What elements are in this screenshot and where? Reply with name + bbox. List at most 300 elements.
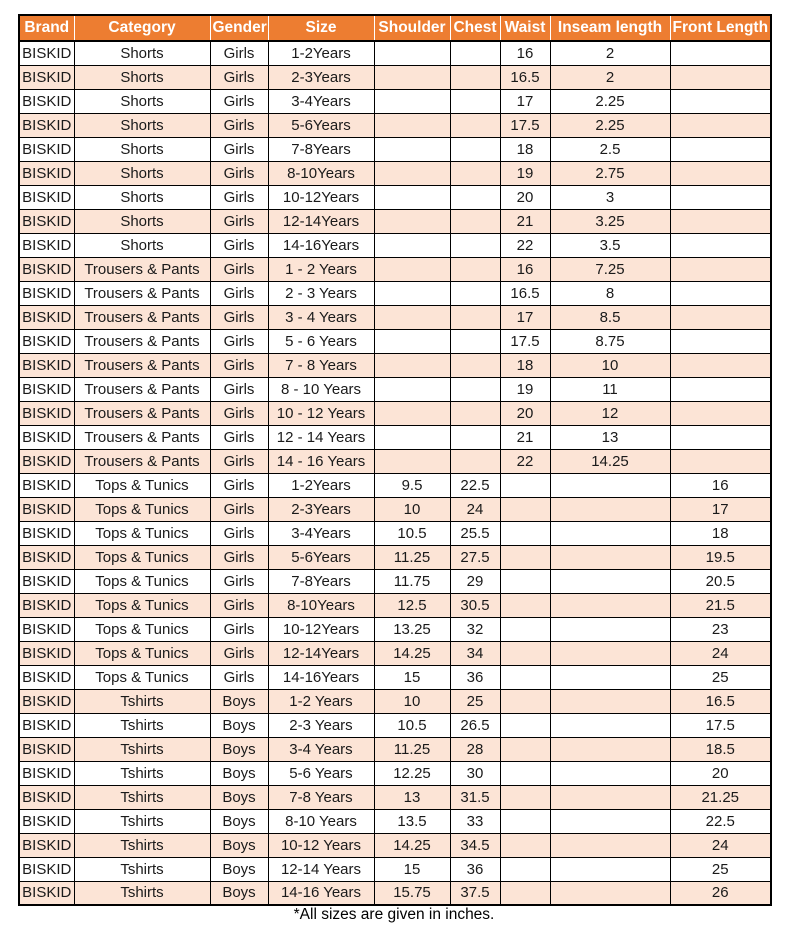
cell-front-length [670,41,771,65]
cell-inseam-length [550,641,670,665]
cell-chest [450,329,500,353]
cell-brand: BISKID [19,137,74,161]
table-row [19,857,771,881]
cell-chest [450,425,500,449]
cell-front-length [670,305,771,329]
cell-brand: BISKID [19,209,74,233]
cell-chest: 28 [450,737,500,761]
cell-shoulder: 10 [374,497,450,521]
cell-brand: BISKID [19,449,74,473]
cell-size: 12-14 Years [268,857,374,881]
size-chart-table [18,14,772,906]
cell-brand: BISKID [19,425,74,449]
table-row [19,569,771,593]
cell-shoulder [374,449,450,473]
cell-chest: 25 [450,689,500,713]
cell-size: 2 - 3 Years [268,281,374,305]
cell-category: Tshirts [74,833,210,857]
cell-category: Tshirts [74,857,210,881]
cell-chest: 30.5 [450,593,500,617]
cell-size: 10-12Years [268,617,374,641]
column-header-chest: Chest [450,15,500,41]
table-row [19,833,771,857]
table-row [19,737,771,761]
cell-gender: Boys [210,881,268,905]
cell-chest [450,449,500,473]
cell-front-length: 23 [670,617,771,641]
cell-inseam-length: 7.25 [550,257,670,281]
cell-chest: 24 [450,497,500,521]
cell-chest: 25.5 [450,521,500,545]
cell-inseam-length [550,497,670,521]
cell-waist [500,809,550,833]
cell-front-length: 19.5 [670,545,771,569]
cell-shoulder [374,185,450,209]
cell-brand: BISKID [19,161,74,185]
cell-front-length: 21.25 [670,785,771,809]
cell-waist: 18 [500,353,550,377]
table-row [19,209,771,233]
cell-brand: BISKID [19,353,74,377]
cell-front-length [670,209,771,233]
cell-shoulder: 13 [374,785,450,809]
cell-shoulder [374,329,450,353]
table-row [19,185,771,209]
cell-chest [450,377,500,401]
cell-front-length: 16 [670,473,771,497]
cell-brand: BISKID [19,545,74,569]
cell-size: 7 - 8 Years [268,353,374,377]
cell-shoulder [374,425,450,449]
cell-front-length [670,377,771,401]
cell-chest [450,257,500,281]
cell-size: 7-8Years [268,569,374,593]
cell-front-length: 25 [670,665,771,689]
cell-size: 14 - 16 Years [268,449,374,473]
cell-inseam-length [550,521,670,545]
table-row [19,401,771,425]
cell-front-length: 24 [670,833,771,857]
cell-brand: BISKID [19,641,74,665]
cell-category: Tops & Tunics [74,617,210,641]
table-row [19,593,771,617]
cell-shoulder: 15.75 [374,881,450,905]
cell-brand: BISKID [19,809,74,833]
cell-gender: Girls [210,521,268,545]
cell-category: Tops & Tunics [74,521,210,545]
cell-gender: Girls [210,593,268,617]
cell-inseam-length [550,569,670,593]
cell-gender: Girls [210,41,268,65]
cell-gender: Girls [210,425,268,449]
cell-inseam-length [550,473,670,497]
cell-inseam-length: 2.5 [550,137,670,161]
table-row [19,473,771,497]
cell-brand: BISKID [19,41,74,65]
cell-brand: BISKID [19,329,74,353]
cell-category: Tops & Tunics [74,497,210,521]
cell-waist: 20 [500,401,550,425]
cell-waist [500,737,550,761]
cell-category: Tshirts [74,761,210,785]
cell-category: Trousers & Pants [74,401,210,425]
cell-chest [450,185,500,209]
cell-category: Shorts [74,89,210,113]
cell-waist: 16 [500,41,550,65]
cell-front-length: 17 [670,497,771,521]
cell-category: Shorts [74,65,210,89]
cell-category: Shorts [74,161,210,185]
cell-front-length: 25 [670,857,771,881]
table-row [19,65,771,89]
cell-brand: BISKID [19,89,74,113]
table-row [19,665,771,689]
cell-chest: 32 [450,617,500,641]
cell-shoulder: 12.5 [374,593,450,617]
cell-gender: Girls [210,449,268,473]
cell-waist: 21 [500,209,550,233]
cell-front-length: 16.5 [670,689,771,713]
cell-chest [450,281,500,305]
cell-brand: BISKID [19,377,74,401]
cell-size: 5-6Years [268,113,374,137]
cell-inseam-length [550,809,670,833]
cell-gender: Boys [210,785,268,809]
cell-size: 7-8Years [268,137,374,161]
table-row [19,257,771,281]
cell-waist: 16 [500,257,550,281]
cell-brand: BISKID [19,713,74,737]
cell-shoulder: 11.75 [374,569,450,593]
cell-front-length: 21.5 [670,593,771,617]
cell-brand: BISKID [19,401,74,425]
cell-gender: Girls [210,569,268,593]
cell-chest [450,353,500,377]
cell-size: 3-4 Years [268,737,374,761]
cell-size: 5-6Years [268,545,374,569]
cell-shoulder: 11.25 [374,737,450,761]
cell-chest [450,209,500,233]
cell-size: 1-2Years [268,473,374,497]
table-row [19,305,771,329]
cell-category: Trousers & Pants [74,257,210,281]
cell-size: 5 - 6 Years [268,329,374,353]
table-row [19,809,771,833]
cell-gender: Girls [210,137,268,161]
cell-waist: 19 [500,161,550,185]
cell-category: Trousers & Pants [74,353,210,377]
column-header-gender: Gender [210,15,268,41]
cell-brand: BISKID [19,473,74,497]
cell-category: Trousers & Pants [74,329,210,353]
cell-category: Trousers & Pants [74,377,210,401]
table-row [19,497,771,521]
cell-size: 3 - 4 Years [268,305,374,329]
cell-shoulder [374,113,450,137]
cell-size: 2-3Years [268,65,374,89]
cell-gender: Girls [210,185,268,209]
table-row [19,449,771,473]
cell-brand: BISKID [19,65,74,89]
cell-waist [500,785,550,809]
cell-front-length [670,161,771,185]
cell-front-length [670,401,771,425]
cell-waist: 18 [500,137,550,161]
table-row [19,281,771,305]
cell-chest [450,137,500,161]
cell-inseam-length: 3 [550,185,670,209]
cell-size: 5-6 Years [268,761,374,785]
cell-category: Shorts [74,233,210,257]
cell-inseam-length: 2 [550,41,670,65]
table-row [19,521,771,545]
cell-gender: Girls [210,545,268,569]
cell-brand: BISKID [19,689,74,713]
cell-waist: 20 [500,185,550,209]
cell-size: 3-4Years [268,521,374,545]
cell-inseam-length: 14.25 [550,449,670,473]
cell-front-length [670,329,771,353]
cell-category: Trousers & Pants [74,425,210,449]
column-header-category: Category [74,15,210,41]
cell-gender: Boys [210,833,268,857]
cell-brand: BISKID [19,833,74,857]
cell-brand: BISKID [19,785,74,809]
cell-inseam-length: 2.75 [550,161,670,185]
cell-size: 8-10Years [268,161,374,185]
cell-shoulder [374,137,450,161]
cell-shoulder [374,257,450,281]
cell-size: 1-2Years [268,41,374,65]
cell-chest: 30 [450,761,500,785]
cell-brand: BISKID [19,185,74,209]
cell-inseam-length: 12 [550,401,670,425]
cell-category: Shorts [74,137,210,161]
cell-brand: BISKID [19,881,74,905]
cell-waist [500,521,550,545]
cell-size: 7-8 Years [268,785,374,809]
cell-shoulder [374,161,450,185]
cell-waist [500,833,550,857]
cell-gender: Girls [210,641,268,665]
cell-chest [450,41,500,65]
cell-inseam-length [550,593,670,617]
cell-shoulder: 14.25 [374,641,450,665]
cell-waist [500,593,550,617]
cell-category: Tshirts [74,713,210,737]
cell-size: 12-14Years [268,641,374,665]
cell-waist [500,713,550,737]
cell-inseam-length [550,785,670,809]
cell-inseam-length: 2 [550,65,670,89]
column-header-inseam-length: Inseam length [550,15,670,41]
cell-inseam-length: 11 [550,377,670,401]
table-row [19,545,771,569]
cell-chest [450,401,500,425]
cell-brand: BISKID [19,113,74,137]
table-row [19,113,771,137]
cell-size: 1 - 2 Years [268,257,374,281]
cell-brand: BISKID [19,281,74,305]
cell-front-length [670,65,771,89]
cell-brand: BISKID [19,497,74,521]
cell-inseam-length: 8.5 [550,305,670,329]
cell-size: 2-3 Years [268,713,374,737]
cell-gender: Girls [210,281,268,305]
cell-shoulder [374,281,450,305]
table-row [19,761,771,785]
cell-waist: 16.5 [500,281,550,305]
cell-gender: Girls [210,377,268,401]
cell-category: Shorts [74,185,210,209]
cell-waist [500,617,550,641]
cell-inseam-length [550,833,670,857]
cell-size: 3-4Years [268,89,374,113]
table-row [19,329,771,353]
cell-size: 2-3Years [268,497,374,521]
table-row [19,161,771,185]
cell-category: Shorts [74,209,210,233]
cell-waist: 17 [500,89,550,113]
cell-chest: 33 [450,809,500,833]
cell-waist [500,665,550,689]
cell-gender: Girls [210,665,268,689]
cell-inseam-length: 8.75 [550,329,670,353]
cell-category: Trousers & Pants [74,281,210,305]
cell-size: 8 - 10 Years [268,377,374,401]
cell-category: Shorts [74,113,210,137]
cell-shoulder: 13.5 [374,809,450,833]
cell-waist [500,569,550,593]
cell-front-length [670,425,771,449]
cell-inseam-length: 3.5 [550,233,670,257]
cell-gender: Girls [210,161,268,185]
table-row [19,713,771,737]
cell-chest [450,89,500,113]
table-row [19,41,771,65]
cell-chest [450,233,500,257]
cell-brand: BISKID [19,305,74,329]
cell-size: 10 - 12 Years [268,401,374,425]
table-header-row [19,15,771,41]
table-row [19,425,771,449]
table-body [19,41,771,905]
cell-gender: Girls [210,257,268,281]
cell-inseam-length [550,689,670,713]
cell-front-length: 17.5 [670,713,771,737]
cell-gender: Boys [210,713,268,737]
table-row [19,353,771,377]
cell-gender: Girls [210,233,268,257]
cell-shoulder: 14.25 [374,833,450,857]
cell-waist [500,761,550,785]
cell-inseam-length [550,617,670,641]
cell-waist [500,857,550,881]
size-chart-container [18,14,770,906]
cell-shoulder: 12.25 [374,761,450,785]
cell-front-length [670,89,771,113]
cell-shoulder: 9.5 [374,473,450,497]
cell-size: 10-12 Years [268,833,374,857]
cell-front-length [670,257,771,281]
cell-brand: BISKID [19,233,74,257]
cell-inseam-length [550,713,670,737]
cell-brand: BISKID [19,761,74,785]
cell-category: Tshirts [74,785,210,809]
cell-inseam-length: 2.25 [550,89,670,113]
column-header-size: Size [268,15,374,41]
cell-gender: Girls [210,401,268,425]
cell-brand: BISKID [19,257,74,281]
cell-gender: Girls [210,113,268,137]
cell-inseam-length [550,761,670,785]
cell-chest: 34.5 [450,833,500,857]
cell-gender: Girls [210,209,268,233]
cell-inseam-length [550,545,670,569]
cell-shoulder: 11.25 [374,545,450,569]
table-header [19,15,771,41]
cell-gender: Girls [210,305,268,329]
cell-front-length [670,281,771,305]
cell-waist [500,473,550,497]
cell-chest [450,161,500,185]
cell-category: Tshirts [74,881,210,905]
cell-waist: 17 [500,305,550,329]
cell-category: Trousers & Pants [74,449,210,473]
footnote: *All sizes are given in inches. [293,906,495,923]
table-row [19,881,771,905]
cell-shoulder [374,305,450,329]
cell-waist: 17.5 [500,113,550,137]
cell-front-length: 18.5 [670,737,771,761]
cell-waist [500,641,550,665]
cell-front-length [670,233,771,257]
table-row [19,617,771,641]
table-row [19,377,771,401]
cell-size: 8-10 Years [268,809,374,833]
column-header-waist: Waist [500,15,550,41]
cell-size: 1-2 Years [268,689,374,713]
cell-shoulder [374,353,450,377]
table-row [19,137,771,161]
column-header-front-length: Front Length [670,15,771,41]
cell-size: 12 - 14 Years [268,425,374,449]
cell-chest: 36 [450,857,500,881]
cell-gender: Girls [210,329,268,353]
cell-brand: BISKID [19,521,74,545]
cell-gender: Boys [210,809,268,833]
cell-chest: 22.5 [450,473,500,497]
cell-size: 12-14Years [268,209,374,233]
cell-inseam-length [550,737,670,761]
cell-shoulder [374,233,450,257]
cell-chest: 31.5 [450,785,500,809]
cell-waist: 19 [500,377,550,401]
cell-gender: Girls [210,473,268,497]
cell-category: Tops & Tunics [74,593,210,617]
cell-category: Tops & Tunics [74,665,210,689]
cell-waist: 22 [500,233,550,257]
cell-size: 14-16Years [268,233,374,257]
cell-chest [450,65,500,89]
table-row [19,785,771,809]
cell-gender: Boys [210,761,268,785]
cell-inseam-length: 2.25 [550,113,670,137]
cell-gender: Boys [210,857,268,881]
cell-front-length [670,185,771,209]
cell-shoulder [374,401,450,425]
cell-chest: 27.5 [450,545,500,569]
